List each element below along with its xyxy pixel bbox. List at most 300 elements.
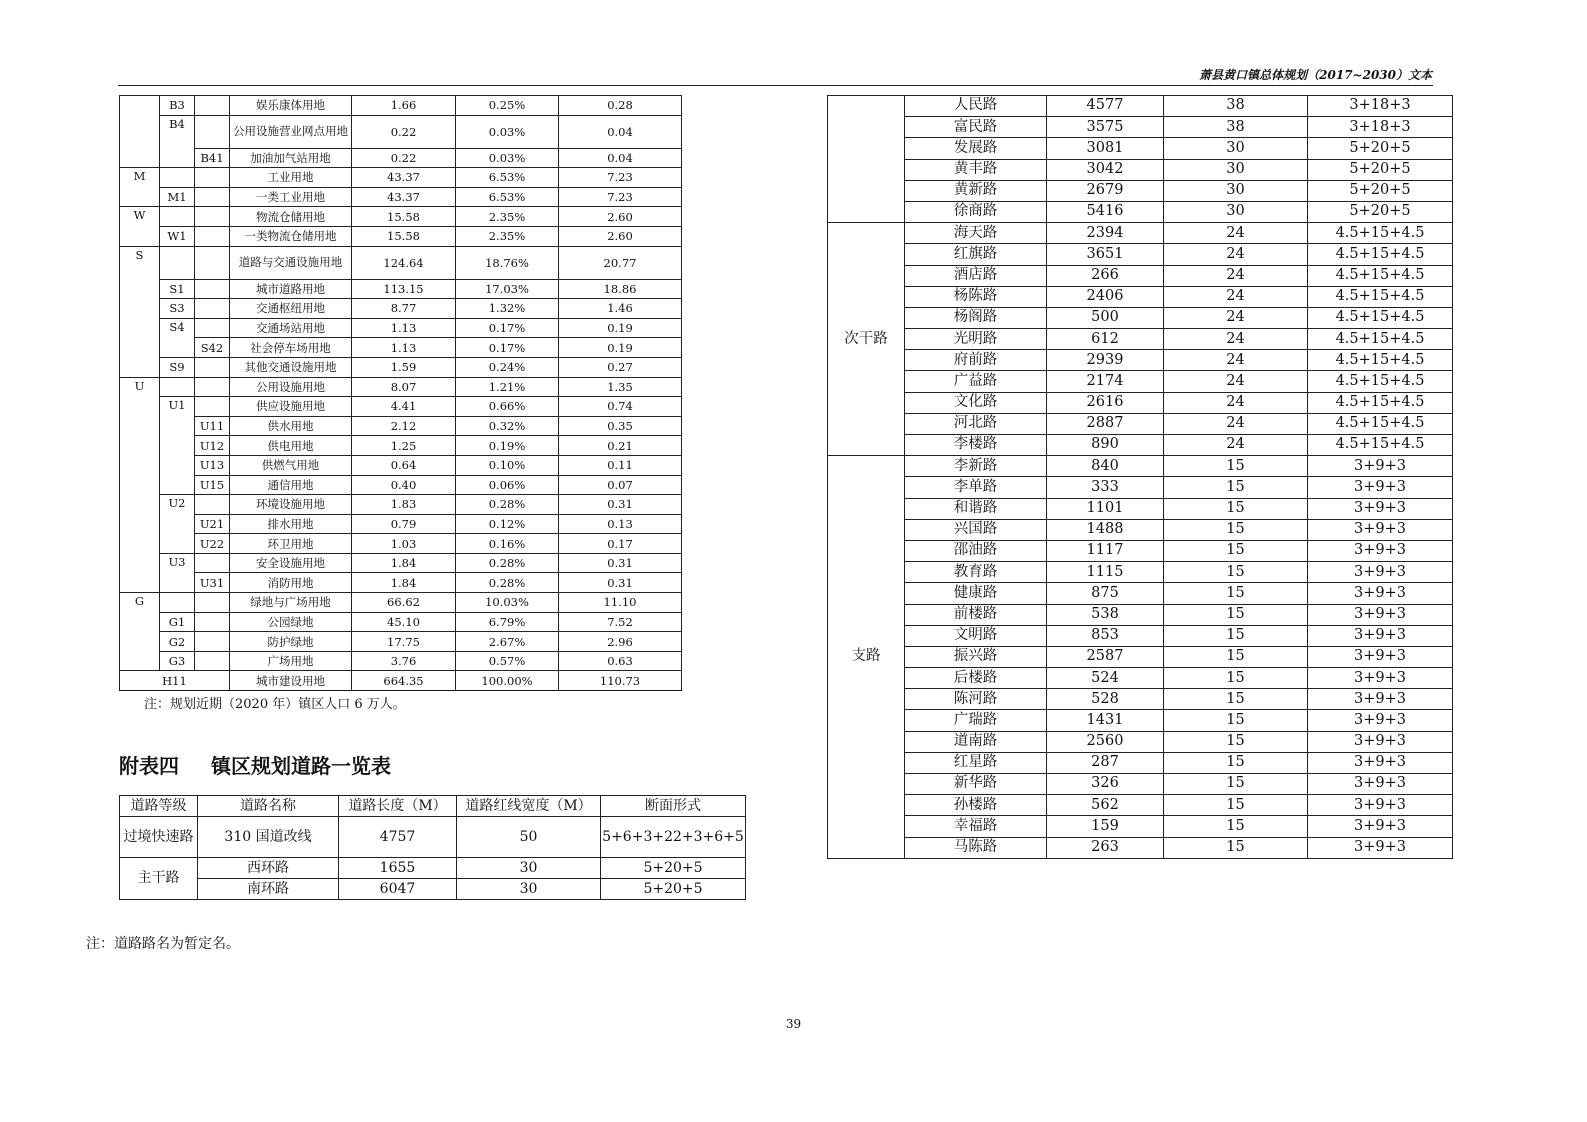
road-length-cell: 528: [1047, 689, 1164, 710]
road-width-cell: 15: [1164, 731, 1308, 752]
road-name-cell: 酒店路: [905, 265, 1047, 286]
road-name-cell: 海天路: [905, 223, 1047, 244]
code-cell: S3: [160, 299, 195, 319]
table-row: [120, 246, 682, 279]
percent-cell: 100.00%: [456, 671, 559, 691]
subcode-cell: [195, 207, 230, 227]
header-cell: 道路红线宽度（M）: [457, 796, 601, 817]
percent-cell: 0.17%: [456, 318, 559, 338]
road-width-cell: 30: [457, 879, 601, 900]
land-name-cell: 道路与交通设施用地: [230, 246, 352, 279]
road-width-cell: 38: [1164, 96, 1308, 117]
road-length-cell: 4757: [339, 817, 457, 858]
road-length-cell: 266: [1047, 265, 1164, 286]
road-section-cell: 3+9+3: [1308, 668, 1453, 689]
road-name-cell: 邵油路: [905, 540, 1047, 561]
road-section-cell: 4.5+15+4.5: [1308, 265, 1453, 286]
area-cell: 0.22: [352, 115, 456, 148]
table-row: [120, 553, 682, 573]
per-capita-cell: 7.52: [559, 612, 682, 632]
subcode-cell: [195, 553, 230, 573]
header-rule: [118, 85, 1433, 86]
header-cell: 道路等级: [120, 796, 198, 817]
table-row: [828, 710, 1453, 731]
road-name-cell: 光明路: [905, 329, 1047, 350]
road-width-cell: 15: [1164, 646, 1308, 667]
code-cell: G2: [160, 632, 195, 652]
road-name-cell: 广益路: [905, 371, 1047, 392]
category-code-cell: G: [120, 593, 160, 671]
road-width-cell: 30: [1164, 180, 1308, 201]
land-name-cell: 广场用地: [230, 651, 352, 671]
road-section-cell: 3+9+3: [1308, 625, 1453, 646]
road-length-cell: 287: [1047, 752, 1164, 773]
road-section-cell: 4.5+15+4.5: [1308, 307, 1453, 328]
road-width-cell: 15: [1164, 795, 1308, 816]
subcode-cell: [195, 397, 230, 417]
table-row: [120, 299, 682, 319]
road-section-cell: 4.5+15+4.5: [1308, 329, 1453, 350]
table-row: [828, 223, 1453, 244]
land-name-cell: 交通场站用地: [230, 318, 352, 338]
area-cell: 1.83: [352, 495, 456, 515]
table-row: [120, 357, 682, 377]
road-length-cell: 2616: [1047, 392, 1164, 413]
code-cell: U1: [160, 397, 195, 495]
road-length-cell: 326: [1047, 774, 1164, 795]
table-row: [828, 477, 1453, 498]
table-row: [828, 201, 1453, 222]
percent-cell: 1.32%: [456, 299, 559, 319]
area-cell: 66.62: [352, 593, 456, 613]
land-name-cell: 供电用地: [230, 436, 352, 456]
table-row: [828, 519, 1453, 540]
percent-cell: 0.57%: [456, 651, 559, 671]
code-cell: M1: [160, 187, 195, 207]
percent-cell: 0.28%: [456, 553, 559, 573]
land-name-cell: 公园绿地: [230, 612, 352, 632]
subcode-cell: U22: [195, 534, 230, 554]
road-width-cell: 24: [1164, 329, 1308, 350]
road-width-cell: 15: [1164, 498, 1308, 519]
subcode-cell: U15: [195, 475, 230, 495]
table-row: [120, 416, 682, 436]
percent-cell: 18.76%: [456, 246, 559, 279]
road-name-cell: 和谐路: [905, 498, 1047, 519]
table-row: [120, 226, 682, 246]
road-section-cell: 3+9+3: [1308, 752, 1453, 773]
road-name-cell: 黄丰路: [905, 159, 1047, 180]
per-capita-cell: 0.31: [559, 553, 682, 573]
road-name-cell: 府前路: [905, 350, 1047, 371]
table-row: [828, 625, 1453, 646]
road-length-cell: 159: [1047, 816, 1164, 837]
per-capita-cell: 18.86: [559, 279, 682, 299]
road-name-cell: 文化路: [905, 392, 1047, 413]
road-length-cell: 5416: [1047, 201, 1164, 222]
road-width-cell: 24: [1164, 307, 1308, 328]
code-cell: [160, 246, 195, 279]
table-row: [828, 413, 1453, 434]
code-cell: [160, 168, 195, 188]
code-cell: [160, 593, 195, 613]
area-cell: 0.40: [352, 475, 456, 495]
road-name-cell: 幸福路: [905, 816, 1047, 837]
area-cell: 8.77: [352, 299, 456, 319]
road-length-cell: 890: [1047, 435, 1164, 456]
percent-cell: 0.66%: [456, 397, 559, 417]
road-name-cell: 文明路: [905, 625, 1047, 646]
road-section-cell: 5+20+5: [1308, 138, 1453, 159]
code-cell: [160, 207, 195, 227]
table-row: [828, 731, 1453, 752]
road-width-cell: 24: [1164, 223, 1308, 244]
total-row: [120, 671, 682, 691]
table-row: [828, 159, 1453, 180]
road-name-cell: 黄新路: [905, 180, 1047, 201]
road-section-cell: 3+9+3: [1308, 689, 1453, 710]
category-code-cell: W: [120, 207, 160, 246]
road-section-cell: 3+9+3: [1308, 562, 1453, 583]
road-section-cell: 3+9+3: [1308, 774, 1453, 795]
road-width-cell: 30: [1164, 159, 1308, 180]
road-grade-cell: 支路: [828, 456, 905, 859]
table-row: [120, 397, 682, 417]
road-width-cell: 15: [1164, 477, 1308, 498]
road-section-cell: 4.5+15+4.5: [1308, 223, 1453, 244]
area-cell: 17.75: [352, 632, 456, 652]
area-cell: 1.59: [352, 357, 456, 377]
road-width-cell: 15: [1164, 562, 1308, 583]
road-name-cell: 310 国道改线: [198, 817, 339, 858]
road-section-cell: 3+9+3: [1308, 816, 1453, 837]
road-section-cell: 3+18+3: [1308, 117, 1453, 138]
road-width-cell: 24: [1164, 286, 1308, 307]
percent-cell: 0.25%: [456, 96, 559, 116]
road-length-cell: 1488: [1047, 519, 1164, 540]
land-name-cell: 安全设施用地: [230, 553, 352, 573]
area-cell: 8.07: [352, 377, 456, 397]
area-cell: 0.79: [352, 514, 456, 534]
land-name-cell: 排水用地: [230, 514, 352, 534]
road-width-cell: 30: [1164, 201, 1308, 222]
area-cell: 15.58: [352, 226, 456, 246]
road-length-cell: 263: [1047, 837, 1164, 858]
table-row: [120, 612, 682, 632]
road-name-cell: 李单路: [905, 477, 1047, 498]
road-width-cell: 24: [1164, 435, 1308, 456]
appendix-title: 镇区规划道路一览表: [211, 754, 391, 778]
per-capita-cell: 2.96: [559, 632, 682, 652]
road-name-cell: 富民路: [905, 117, 1047, 138]
road-table-note: 注：道路路名为暂定名。: [86, 936, 240, 952]
percent-cell: 0.32%: [456, 416, 559, 436]
subcode-cell: [195, 612, 230, 632]
road-length-cell: 2887: [1047, 413, 1164, 434]
land-name-cell: 城市道路用地: [230, 279, 352, 299]
road-length-cell: 333: [1047, 477, 1164, 498]
per-capita-cell: 0.04: [559, 148, 682, 168]
per-capita-cell: 7.23: [559, 168, 682, 188]
per-capita-cell: 0.21: [559, 436, 682, 456]
road-width-cell: 15: [1164, 540, 1308, 561]
road-length-cell: 875: [1047, 583, 1164, 604]
code-cell: S9: [160, 357, 195, 377]
subcode-cell: U31: [195, 573, 230, 593]
subcode-cell: [195, 246, 230, 279]
per-capita-cell: 0.28: [559, 96, 682, 116]
road-name-cell: 孙楼路: [905, 795, 1047, 816]
road-name-cell: 河北路: [905, 413, 1047, 434]
percent-cell: 0.06%: [456, 475, 559, 495]
road-section-cell: 4.5+15+4.5: [1308, 350, 1453, 371]
road-name-cell: 杨陈路: [905, 286, 1047, 307]
road-length-cell: 2394: [1047, 223, 1164, 244]
subcode-cell: [195, 226, 230, 246]
code-cell: B3: [160, 96, 195, 116]
road-width-cell: 15: [1164, 816, 1308, 837]
road-name-cell: 徐商路: [905, 201, 1047, 222]
road-width-cell: 15: [1164, 689, 1308, 710]
road-width-cell: 24: [1164, 413, 1308, 434]
road-width-cell: 24: [1164, 371, 1308, 392]
table-row: [828, 604, 1453, 625]
road-section-cell: 3+18+3: [1308, 96, 1453, 117]
area-cell: 1.03: [352, 534, 456, 554]
percent-cell: 6.53%: [456, 187, 559, 207]
table-row: [828, 540, 1453, 561]
table-row: [828, 583, 1453, 604]
land-name-cell: 环境设施用地: [230, 495, 352, 515]
table-row: [828, 456, 1453, 477]
road-width-cell: 24: [1164, 392, 1308, 413]
table-row: [828, 795, 1453, 816]
road-name-cell: 西环路: [198, 858, 339, 879]
percent-cell: 0.19%: [456, 436, 559, 456]
area-cell: 2.12: [352, 416, 456, 436]
land-name-cell: 物流仓储用地: [230, 207, 352, 227]
road-width-cell: 15: [1164, 668, 1308, 689]
percent-cell: 1.21%: [456, 377, 559, 397]
table-row: [828, 435, 1453, 456]
document-header-title: 萧县黄口镇总体规划（2017~2030）文本: [1199, 68, 1432, 82]
road-name-cell: 兴国路: [905, 519, 1047, 540]
code-cell: W1: [160, 226, 195, 246]
road-section-cell: 5+20+5: [1308, 180, 1453, 201]
table-row: [828, 265, 1453, 286]
road-section-cell: 5+20+5: [601, 858, 746, 879]
category-code-cell: U: [120, 377, 160, 593]
road-section-cell: 3+9+3: [1308, 646, 1453, 667]
road-name-cell: 道南路: [905, 731, 1047, 752]
land-name-cell: 娱乐康体用地: [230, 96, 352, 116]
code-cell: B4: [160, 115, 195, 168]
land-name-cell: 城市建设用地: [230, 671, 352, 691]
percent-cell: 0.28%: [456, 495, 559, 515]
percent-cell: 0.17%: [456, 338, 559, 358]
road-name-cell: 红星路: [905, 752, 1047, 773]
table-row: [828, 371, 1453, 392]
road-width-cell: 30: [1164, 138, 1308, 159]
land-name-cell: 供水用地: [230, 416, 352, 436]
table-row: [120, 514, 682, 534]
road-section-cell: 5+20+5: [1308, 159, 1453, 180]
area-cell: 3.76: [352, 651, 456, 671]
per-capita-cell: 110.73: [559, 671, 682, 691]
road-name-cell: 广瑞路: [905, 710, 1047, 731]
road-grade-cell: 过境快速路: [120, 817, 198, 858]
area-cell: 1.25: [352, 436, 456, 456]
subcode-cell: U13: [195, 455, 230, 475]
road-width-cell: 24: [1164, 350, 1308, 371]
road-length-cell: 3081: [1047, 138, 1164, 159]
land-name-cell: 公用设施用地: [230, 377, 352, 397]
land-name-cell: 供应设施用地: [230, 397, 352, 417]
subcode-cell: [195, 299, 230, 319]
per-capita-cell: 0.19: [559, 338, 682, 358]
table-row: [828, 96, 1453, 117]
road-section-cell: 3+9+3: [1308, 837, 1453, 858]
subcode-cell: [195, 495, 230, 515]
road-width-cell: 30: [457, 858, 601, 879]
per-capita-cell: 11.10: [559, 593, 682, 613]
subcode-cell: [195, 279, 230, 299]
table-row: [828, 180, 1453, 201]
road-width-cell: 24: [1164, 244, 1308, 265]
per-capita-cell: 20.77: [559, 246, 682, 279]
road-section-cell: 3+9+3: [1308, 456, 1453, 477]
table-row: [828, 329, 1453, 350]
road-width-cell: 24: [1164, 265, 1308, 286]
category-code-cell: H11: [120, 671, 230, 691]
land-name-cell: 交通枢纽用地: [230, 299, 352, 319]
land-name-cell: 消防用地: [230, 573, 352, 593]
per-capita-cell: 0.63: [559, 651, 682, 671]
area-cell: 113.15: [352, 279, 456, 299]
road-length-cell: 3575: [1047, 117, 1164, 138]
percent-cell: 0.03%: [456, 115, 559, 148]
header-cell: 断面形式: [601, 796, 746, 817]
road-section-cell: 3+9+3: [1308, 477, 1453, 498]
area-cell: 124.64: [352, 246, 456, 279]
table-row: [828, 562, 1453, 583]
road-length-cell: 1655: [339, 858, 457, 879]
per-capita-cell: 0.27: [559, 357, 682, 377]
road-length-cell: 2939: [1047, 350, 1164, 371]
road-section-cell: 4.5+15+4.5: [1308, 435, 1453, 456]
table-row: [120, 115, 682, 148]
road-width-cell: 15: [1164, 837, 1308, 858]
percent-cell: 0.10%: [456, 455, 559, 475]
road-name-cell: 健康路: [905, 583, 1047, 604]
land-name-cell: 公用设施营业网点用地: [230, 115, 352, 148]
road-section-cell: 3+9+3: [1308, 795, 1453, 816]
road-section-cell: 4.5+15+4.5: [1308, 286, 1453, 307]
code-cell: S4: [160, 318, 195, 357]
land-table-note: 注：规划近期（2020 年）镇区人口 6 万人。: [144, 697, 406, 712]
road-section-cell: 4.5+15+4.5: [1308, 392, 1453, 413]
road-section-cell: 5+6+3+22+3+6+5: [601, 817, 746, 858]
road-length-cell: 6047: [339, 879, 457, 900]
road-name-cell: 杨阁路: [905, 307, 1047, 328]
table-row: [120, 338, 682, 358]
per-capita-cell: 0.04: [559, 115, 682, 148]
table-row: [828, 117, 1453, 138]
table-row: [828, 837, 1453, 858]
table-row: [828, 498, 1453, 519]
table-row: [120, 96, 682, 116]
subcode-cell: B41: [195, 148, 230, 168]
percent-cell: 0.03%: [456, 148, 559, 168]
per-capita-cell: 2.60: [559, 207, 682, 227]
percent-cell: 6.53%: [456, 168, 559, 188]
table-row: [120, 858, 746, 879]
header-cell: 道路长度（M）: [339, 796, 457, 817]
road-length-cell: 1431: [1047, 710, 1164, 731]
table-row: [120, 279, 682, 299]
table-row: [828, 244, 1453, 265]
code-cell: S1: [160, 279, 195, 299]
table-row: [120, 455, 682, 475]
road-section-cell: 5+20+5: [601, 879, 746, 900]
subcode-cell: [195, 168, 230, 188]
per-capita-cell: 0.31: [559, 495, 682, 515]
area-cell: 4.41: [352, 397, 456, 417]
table-row: [120, 651, 682, 671]
area-cell: 1.84: [352, 553, 456, 573]
land-name-cell: 一类物流仓储用地: [230, 226, 352, 246]
table-row: [828, 138, 1453, 159]
road-name-cell: 前楼路: [905, 604, 1047, 625]
road-name-cell: 南环路: [198, 879, 339, 900]
table-row: [120, 148, 682, 168]
category-code-cell: M: [120, 168, 160, 207]
road-length-cell: 2587: [1047, 646, 1164, 667]
subcode-cell: [195, 115, 230, 148]
road-length-cell: 524: [1047, 668, 1164, 689]
road-length-cell: 2406: [1047, 286, 1164, 307]
road-length-cell: 3042: [1047, 159, 1164, 180]
area-cell: 0.64: [352, 455, 456, 475]
subcode-cell: S42: [195, 338, 230, 358]
per-capita-cell: 2.60: [559, 226, 682, 246]
land-name-cell: 防护绿地: [230, 632, 352, 652]
category-code-cell: S: [120, 246, 160, 377]
road-width-cell: 15: [1164, 583, 1308, 604]
code-cell: G1: [160, 612, 195, 632]
road-section-cell: 5+20+5: [1308, 201, 1453, 222]
table-row: [120, 377, 682, 397]
table-row: [828, 752, 1453, 773]
subcode-cell: [195, 357, 230, 377]
percent-cell: 0.28%: [456, 573, 559, 593]
road-grade-cell: 主干路: [120, 858, 198, 900]
road-name-cell: 李新路: [905, 456, 1047, 477]
subcode-cell: [195, 96, 230, 116]
table-row: [120, 207, 682, 227]
road-length-cell: 840: [1047, 456, 1164, 477]
page-number: 39: [785, 1017, 802, 1031]
subcode-cell: U12: [195, 436, 230, 456]
per-capita-cell: 0.35: [559, 416, 682, 436]
subcode-cell: [195, 651, 230, 671]
road-name-cell: 新华路: [905, 774, 1047, 795]
table-row: [120, 879, 746, 900]
per-capita-cell: 0.31: [559, 573, 682, 593]
subcode-cell: U11: [195, 416, 230, 436]
land-name-cell: 其他交通设施用地: [230, 357, 352, 377]
appendix-heading: [119, 750, 391, 779]
